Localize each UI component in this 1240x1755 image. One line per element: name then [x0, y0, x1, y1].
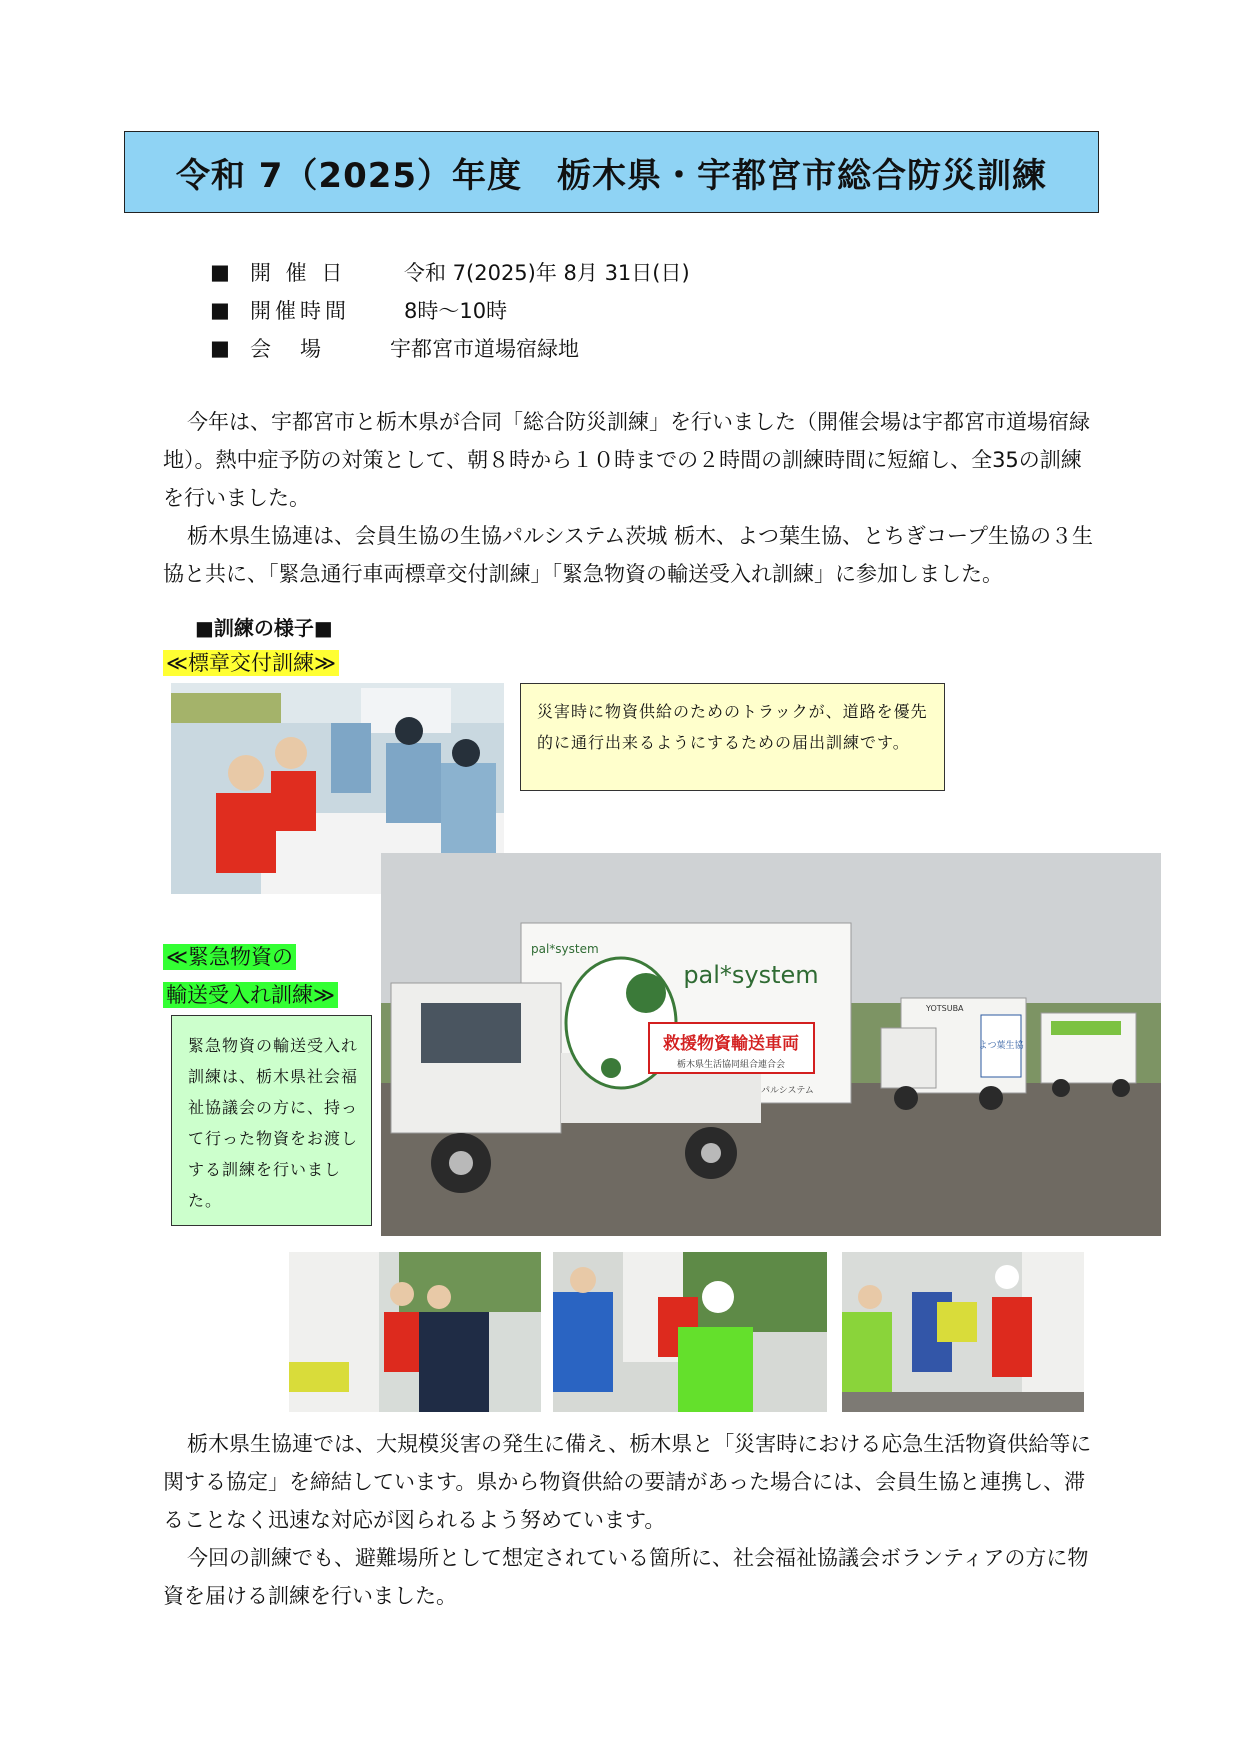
info-date: ■ 開 催 日 令和 7(2025)年 8月 31日(日): [210, 260, 690, 285]
info-venue: ■ 会 場 宇都宮市道場宿緑地: [210, 336, 579, 361]
page-title: 令和 7（2025）年度 栃木県・宇都宮市総合防災訓練: [175, 155, 1048, 196]
page-title-box: [124, 131, 1099, 213]
truck-yotsuba-tag: YOTSUBA: [926, 1004, 964, 1013]
closing-paragraph: 栃木県生協連では、大規模災害の発生に備え、栃木県と「災害時における応急生活物資供給等に関する協定」を締結しています。県から物資供給の要請があった場合には、会員生協と連携し、滞ることなく迅速な対応が図られるよう努めています。 今回の訓練でも、避難場所として想定されている箇所に、社会福祉協議会ボランティアの方に物資を届ける訓練を行いました。: [163, 1432, 1092, 1608]
photo-trucks: [381, 853, 1161, 1236]
truck-yotsuba-text: よつ葉生協: [978, 1041, 1024, 1051]
photo-handover-1: [289, 1252, 541, 1412]
photo-handover-2: [553, 1252, 827, 1412]
truck-side-text: パルシステム: [761, 1086, 814, 1096]
note-transport-training: 緊急物資の輸送受入れ訓練は、栃木県社会福祉協議会の方に、持って行った物資をお渡しする訓練を行いました。: [171, 1015, 372, 1226]
note-badge-training: 災害時に物資供給のためのトラックが、道路を優先的に通行出来るようにするための届出訓練です。: [520, 683, 945, 791]
truck-banner-text: 救援物資輸送車両: [663, 1034, 799, 1054]
truck-banner-sub: 栃木県生活協同組合連合会: [676, 1060, 786, 1070]
badge-training-label: ≪標章交付訓練≫: [163, 647, 339, 677]
truck-brand-text: pal*system: [683, 961, 819, 989]
info-time: ■ 開催時間 8時～10時: [210, 298, 508, 323]
truck-brand-small: pal*system: [531, 942, 599, 956]
intro-paragraph: 今年は、宇都宮市と栃木県が合同「総合防災訓練」を行いました（開催会場は宇都宮市道場宿緑地）。熱中症予防の対策として、朝８時から１０時までの２時間の訓練時間に短縮し、全35の訓練を行いました。 栃木県生協連は、会員生協の生協パルシステム茨城 栃木、よつ葉生協、とちぎコープ生協の３生協と共に、「緊急通行車両標章交付訓練」「緊急物資の輸送受入れ訓練」に参加しました。: [163, 410, 1093, 586]
transport-training-label: ≪緊急物資の 輸送受入れ訓練≫: [163, 938, 338, 1014]
photo-handover-3: [842, 1252, 1084, 1412]
section-heading: ■訓練の様子■: [195, 616, 333, 640]
